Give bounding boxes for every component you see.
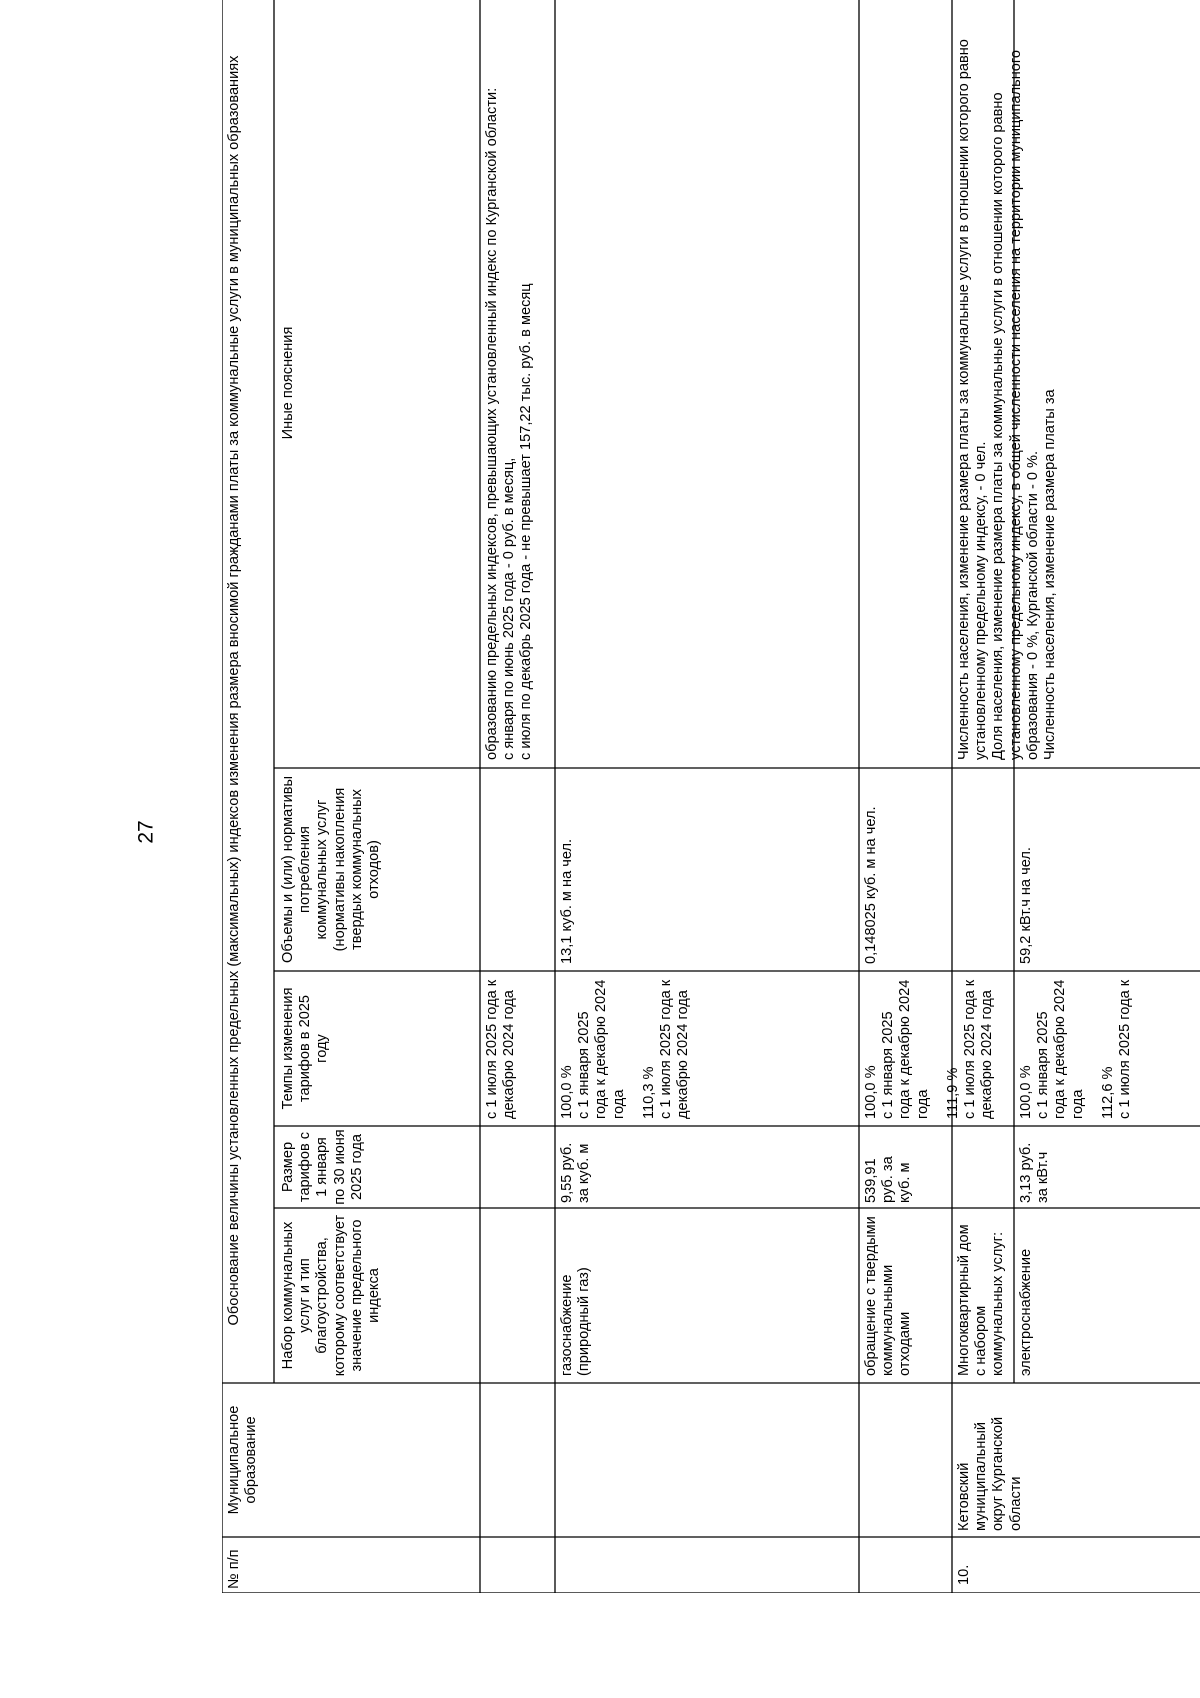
waste-tariff: 539,91 руб. за куб. м [863,1156,914,1203]
waste-volume: 0,148025 куб. м на чел. [863,806,879,964]
header-tariff: Размер тарифов с 1 января по 30 июня 2025 года [280,1129,365,1205]
waste-rates [863,971,997,1126]
row10-housing-type: Многоквартирный дом с набором коммунальных услуг: [956,1224,1007,1376]
gas-rate2-text: с 1 июля 2025 года к декабрю 2024 года [658,979,692,1119]
gas-volume: 13,1 куб. м на чел. [559,838,575,964]
waste-service: обращение с твердыми коммунальными отходами [863,1216,914,1376]
row10-municipality: Кетовский муниципальный округ Курганской области [956,1416,1024,1531]
waste-rate2-value: 111,9 % [944,1067,961,1119]
gas-rate1-text: с 1 января 2025 года к декабрю 2024 года [576,979,627,1119]
header-volumes: Объемы и (или) нормативы потребления коммунальных услуг (нормативы накопления твердых коммунальных отходов) [280,775,383,964]
continuation-note-line: с июля по декабрь 2025 года - не превышает 157,22 тыс. руб. в месяц [518,283,535,760]
page-number: 27 [134,820,158,844]
continuation-rate: с 1 июля 2025 года к декабрю 2024 года [484,979,518,1119]
electricity-tariff: 3,13 руб. за кВт.ч [1018,1142,1052,1203]
gas-rate2-value: 110,3 % [640,1066,657,1119]
header-municipality: Муниципальное образование [226,1405,260,1515]
row10-number: 10. [956,1564,972,1585]
gas-tariff: 9,55 руб. за куб. м [559,1142,593,1203]
electricity-rate1-value: 100,0 % [1018,1065,1034,1119]
row10-note-line: Численность населения, изменение размера платы за коммунальные услуги в отношении которого равно установленному предельному индексу, - 0 чел. [956,39,990,760]
electricity-rates [1018,971,1134,1126]
row10-notes [956,0,1059,768]
continuation-notes [484,0,536,768]
waste-rate1-text: с 1 января 2025 года к декабрю 2024 года [880,979,931,1119]
header-justification: Обоснование величины установленных предельных (максимальных) индексов изменения размера вносимой гражданами платы за коммунальные услуги в муниципальных образованиях [226,55,242,1326]
rotated-table [222,0,1200,1593]
waste-rate1-value: 100,0 % [863,1065,879,1119]
gas-rates [559,971,693,1126]
continuation-note-line: с января по июнь 2025 года - 0 руб. в месяц, [501,457,518,760]
gas-service: газоснабжение (природный газ) [559,1267,593,1376]
header-rate-change: Темпы изменения тарифов в 2025 году [280,987,331,1110]
header-other-notes: Иные пояснения [280,326,296,440]
electricity-rate2-text: с 1 июля 2025 года к [1117,979,1134,1119]
continuation-note-line: образованию предельных индексов, превышающих установленный индекс по Курганской области: [484,87,500,760]
electricity-volume: 59,2 кВт.ч на чел. [1018,847,1034,964]
electricity-service: электроснабжение [1018,1248,1034,1376]
gas-rate1-value: 100,0 % [559,1065,575,1119]
header-number: № п/п [226,1549,242,1589]
electricity-rate2-value: 112,6 % [1099,1066,1116,1119]
electricity-rate1-text: с 1 января 2025 года к декабрю 2024 года [1035,979,1086,1119]
waste-rate2-text: с 1 июля 2025 года к декабрю 2024 года [962,979,996,1119]
header-service-set: Набор коммунальных услуг и тип благоустройства, которому соответствует значение предельного индекса [280,1214,383,1377]
row10-note-line: Доля населения, изменение размера платы за коммунальные услуги в отношении которого равно установленному предельному индексу, в общей численности населения на территории муниципального образования - 0 %, Курганской области - 0 %. [990,50,1041,760]
row10-note-line: Численность населения, изменение размера платы за [1042,389,1059,760]
